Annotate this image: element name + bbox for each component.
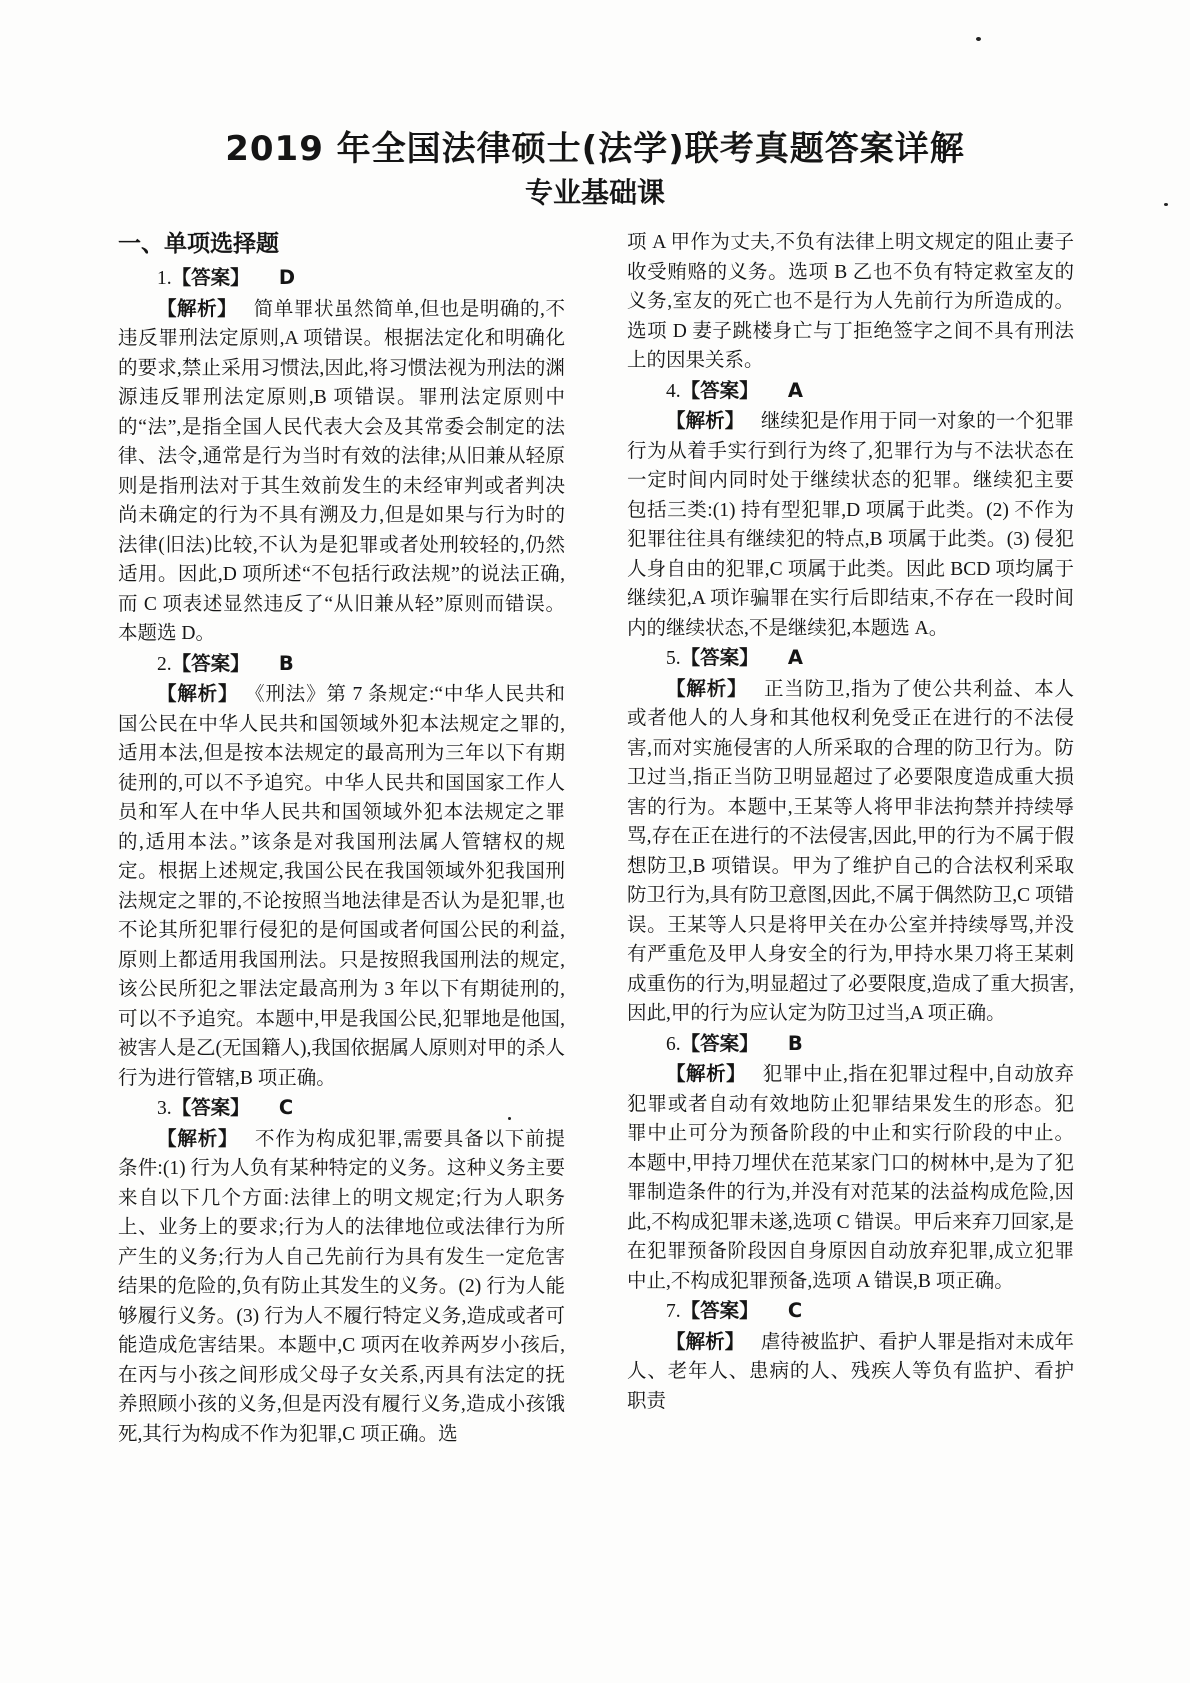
analysis-text: 虐待被监护、看护人罪是指对未成年人、老年人、患病的人、残疾人等负有监护、看护职责 [627, 1331, 1074, 1412]
analysis-text: 正当防卫,指为了使公共利益、本人或者他人的人身和其他权利免受正在进行的不法侵害,而对实施侵害的人所采取的合理的防卫行为。防卫过当,指正当防卫明显超过了必要限度造成重大损害的行为。本题中,王某等人将甲非法拘禁并持续辱骂,存在正在进行的不法侵害,因此,甲的行为不属于假想防卫,B 项错误。甲为了维护自己的合法权利采取防卫行为,具有防卫意图,因此,不属于偶然防卫,C 项错误。王某等人只是将甲关在办公室并持续辱骂,并没有严重危及甲人身安全的行为,甲持水果刀将王某刺成重伤的行为,明显超过了必要限度,造成了重大损害,因此,甲的行为应认定为防卫过当,A 项正确。 [627, 678, 1074, 1024]
left-column [118, 228, 565, 1449]
answer-value: B [278, 651, 294, 675]
page-title: 2019 年全国法律硕士(法学)联考真题答案详解 [225, 129, 965, 169]
analysis-7 [627, 1327, 1074, 1417]
answer-line-1 [118, 263, 565, 294]
analysis-1 [118, 294, 565, 649]
answer-number: 2. [157, 653, 172, 675]
analysis-3-continuation: 项 A 甲作为丈夫,不负有法律上明文规定的阻止妻子收受贿赂的义务。选项 B 乙也不负有特定救室友的义务,室友的死亡也不是行为人先前行为所造成的。选项 D 妻子跳楼身亡与丁拒绝签字之间不具有刑法上的因果关系。 [627, 232, 1074, 371]
answer-label: 【答案】 [680, 646, 759, 669]
answer-number: 3. [157, 1098, 172, 1119]
answer-value: B [787, 1031, 803, 1055]
page-subtitle: 专业基础课 [524, 176, 665, 209]
answer-number: 1. [157, 268, 172, 289]
two-column-body [118, 228, 1074, 1449]
analysis-label: 【解析】 [666, 409, 745, 432]
answer-label: 【答案】 [680, 1299, 759, 1322]
analysis-5 [627, 674, 1074, 1029]
analysis-text: 犯罪中止,指在犯罪过程中,自动放弃犯罪或者自动有效地防止犯罪结果发生的形态。犯罪中止可分为预备阶段的中止和实行阶段的中止。本题中,甲持刀埋伏在范某家门口的树林中,是为了犯罪制造条件的行为,并没有对范某的法益构成危险,因此,不构成犯罪未遂,选项 C 错误。甲后来弃刀回家,是在犯罪预备阶段因自身原因自动放弃犯罪,成立犯罪中止,不构成犯罪预备,选项 A 错误,B 项正确。 [627, 1064, 1074, 1292]
answer-label: 【答案】 [171, 266, 250, 289]
analysis-text: 简单罪状虽然简单,但也是明确的,不违反罪刑法定原则,A 项错误。根据法定化和明确化的要求,禁止采用习惯法,因此,将习惯法视为刑法的渊源违反罪刑法定原则,B 项错误。罪刑法定原则中的“法”,是指全国人民代表大会及其常委会制定的法律、法令,通常是行为当时有效的法律;从旧兼从轻原则是指刑法对于其生效前发生的未经审判或者判决尚未确定的行为不具有溯及力,但是如果与行为时的法律(旧法)比较,不认为是犯罪或者处刑较轻的,仍然适用。因此,D 项所述“不包括行政法规”的说法正确,而 C 项表述显然违反了“从旧兼从轻”原则而错误。本题选 D。 [118, 298, 565, 644]
answer-line-3 [118, 1093, 565, 1124]
answer-line-6 [627, 1029, 1074, 1060]
analysis-label: 【解析】 [157, 296, 238, 320]
scan-speck [1164, 203, 1168, 206]
analysis-text: 《刑法》第 7 条规定:“中华人民共和国公民在中华人民共和国领域外犯本法规定之罪的,适用本法,但是按本法规定的最高刑为三年以下有期徒刑的,可以不予追究。中华人民共和国国家工作人员和军人在中华人民共和国领域外犯本法规定之罪的,适用本法。”该条是对我国刑法属人管辖权的规定。根据上述规定,我国公民在我国领域外犯我国刑法规定之罪的,不论按照当地法律是否认为是犯罪,也不论其所犯罪行侵犯的是何国或者何国公民的利益,原则上都适用我国刑法。只是按照我国刑法的规定,该公民所犯之罪法定最高刑为 3 年以下有期徒刑的,可以不予追究。本题中,甲是我国公民,犯罪地是他国,被害人是乙(无国籍人),我国依据属人原则对甲的杀人行为进行管辖,B 项正确。 [118, 684, 565, 1089]
answer-value: A [787, 646, 803, 669]
analysis-2 [118, 679, 565, 1093]
answer-value: A [787, 378, 803, 402]
analysis-text: 继续犯是作用于同一对象的一个犯罪行为从着手实行到行为终了,犯罪行为与不法状态在一定时间内同时处于继续状态的犯罪。继续犯主要包括三类:(1) 持有型犯罪,D 项属于此类。(2) 不作为犯罪往往具有继续犯的特点,B 项属于此类。(3) 侵犯人身自由的犯罪,C 项属于此类。因此 BCD 项均属于继续犯,A 项诈骗罪在实行后即结束,不存在一段时间内的继续状态,不是继续犯,本题选 A。 [627, 411, 1074, 639]
analysis-4 [627, 406, 1074, 643]
analysis-text: 不作为构成犯罪,需要具备以下前提条件:(1) 行为人负有某种特定的义务。这种义务主要来自以下几个方面:法律上的明文规定;行为人职务上、业务上的要求;行为人的法律地位或法律行为所产生的义务;行为人自己先前行为具有发生一定危害结果的危险的,负有防止其发生的义务。(2) 行为人能够履行义务。(3) 行为人不履行特定义务,造成或者可能造成危害结果。本题中,C 项丙在收养两岁小孩后,在丙与小孩之间形成父母子女关系,丙具有法定的抚养照顾小孩的义务,但是丙没有履行义务,造成小孩饿死,其行为构成不作为犯罪,C 项正确。选 [118, 1128, 565, 1445]
answer-value: C [278, 1096, 294, 1119]
scan-speck [976, 37, 981, 41]
section-heading: 一、单项选择题 [118, 231, 279, 257]
analysis-label: 【解析】 [666, 1062, 747, 1085]
scan-speck [508, 1117, 511, 1120]
answer-number: 6. [666, 1033, 681, 1055]
answer-label: 【答案】 [680, 378, 759, 402]
answer-number: 7. [666, 1301, 681, 1322]
answer-line-2 [118, 649, 565, 680]
answer-line-5 [627, 643, 1074, 674]
analysis-6 [627, 1059, 1074, 1296]
answer-number: 5. [666, 648, 681, 669]
analysis-3 [118, 1124, 565, 1450]
answer-line-7 [627, 1296, 1074, 1327]
analysis-label: 【解析】 [157, 1126, 239, 1150]
answer-label: 【答案】 [171, 651, 250, 675]
answer-label: 【答案】 [171, 1096, 250, 1119]
answer-value: C [787, 1299, 803, 1322]
analysis-label: 【解析】 [157, 682, 239, 705]
answer-number: 4. [666, 380, 681, 402]
analysis-label: 【解析】 [666, 1329, 745, 1353]
analysis-label: 【解析】 [666, 676, 748, 700]
answer-value: D [278, 266, 296, 289]
answer-line-4 [627, 376, 1074, 407]
answer-label: 【答案】 [680, 1031, 759, 1055]
right-column [627, 228, 1074, 1449]
